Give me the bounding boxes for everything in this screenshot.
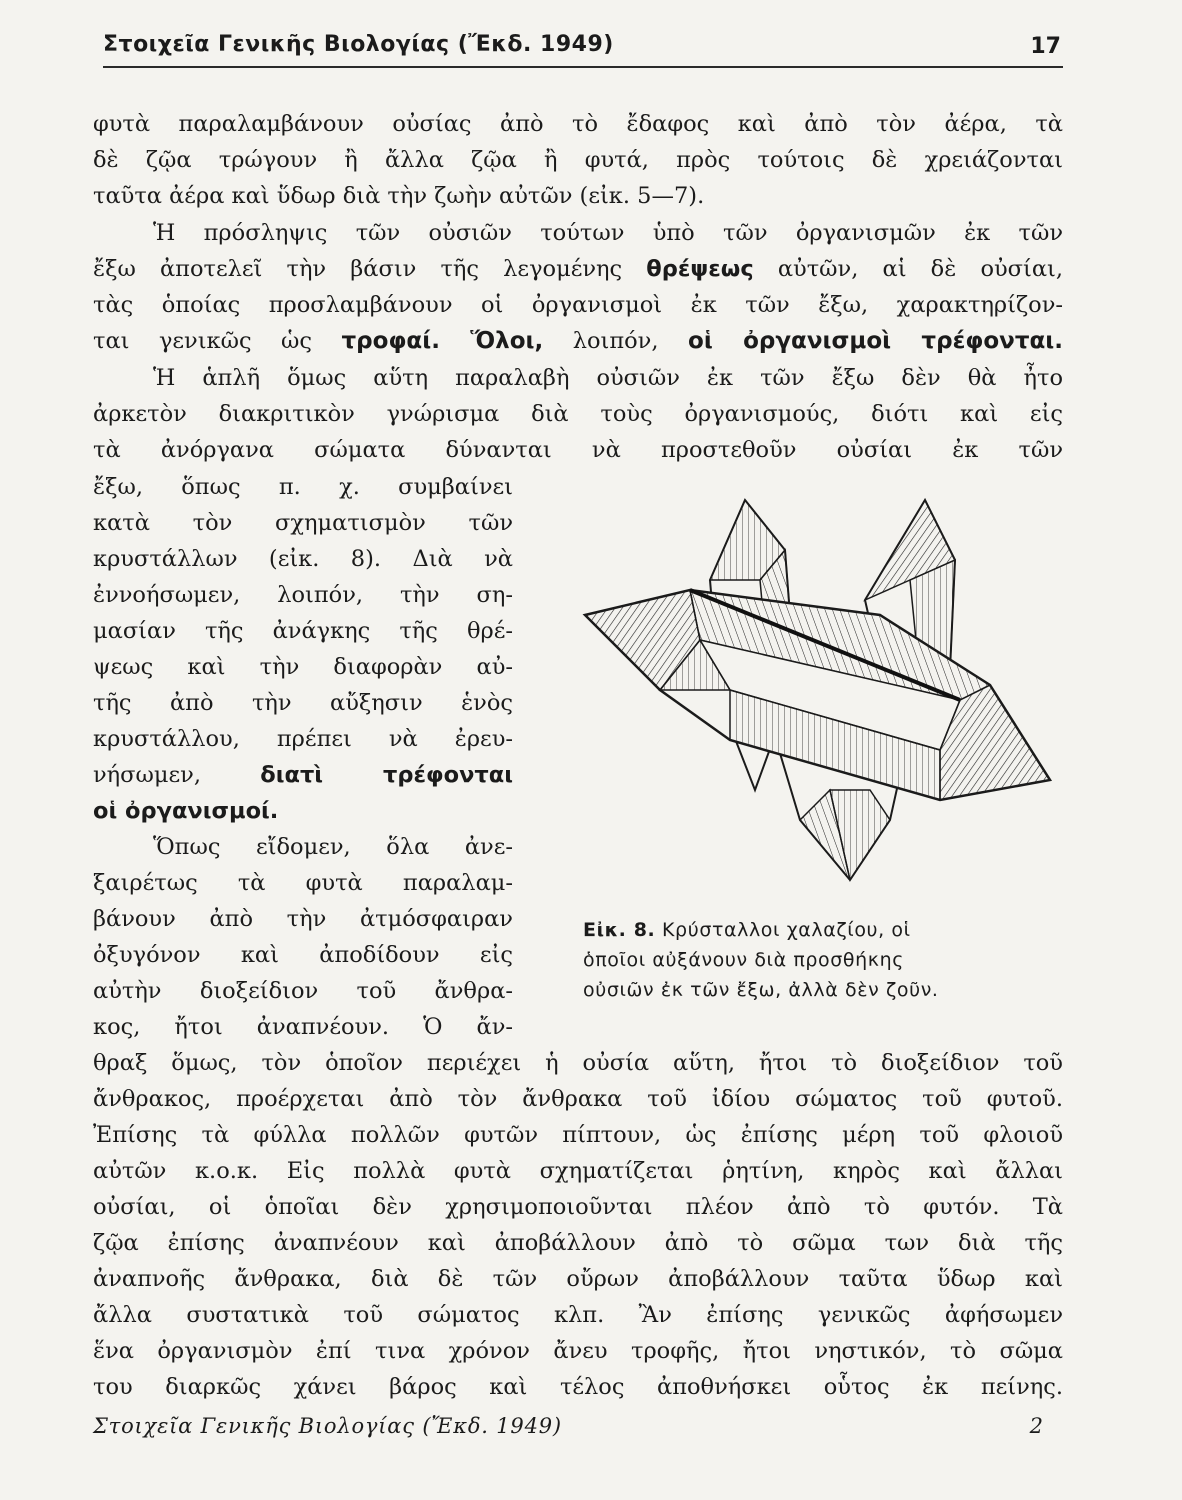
text-line: δὲ ζῷα τρώγουν ἢ ἄλλα ζῷα ἢ φυτά, πρὸς τούτοις δὲ χρειάζονται — [93, 147, 1063, 173]
caption-line: ὁποῖοι αὐξάνουν διὰ προσθήκης — [583, 949, 904, 971]
figure-label: Εἰκ. 8. — [583, 919, 656, 941]
text-line: ὀξυγόνον καὶ ἀποδίδουν εἰς — [93, 942, 513, 968]
page-number: 17 — [1030, 34, 1061, 59]
figure-caption — [583, 915, 1043, 1005]
text-line: τῆς ἀπὸ τὴν αὔξησιν ἑνὸς — [93, 690, 513, 716]
running-header — [103, 32, 1063, 68]
text-line: μασίαν τῆς ἀνάγκης τῆς θρέ- — [93, 618, 513, 644]
signature-number: 2 — [1029, 1414, 1043, 1438]
text-line: φυτὰ παραλαμβάνουν οὐσίας ἀπὸ τὸ ἔδαφος καὶ ἀπὸ τὸν ἀέρα, τὰ — [93, 111, 1063, 137]
bold-term-oi-organismoi: οἱ ὀργανισμοί. — [93, 798, 279, 824]
text-line: θραξ ὅμως, τὸν ὁποῖον περιέχει ἡ οὐσία αὕτη, ἤτοι τὸ διοξείδιον τοῦ — [93, 1050, 1063, 1076]
text-line: ταῦτα ἀέρα καὶ ὕδωρ διὰ τὴν ζωὴν αὐτῶν (εἰκ. 5—7). — [93, 183, 705, 209]
text-line: αὐτὴν διοξείδιον τοῦ ἄνθρα- — [93, 978, 513, 1004]
text-line: Ἡ πρόσληψις τῶν οὐσιῶν τούτων ὑπὸ τῶν ὀργανισμῶν ἐκ τῶν — [153, 220, 1063, 246]
text-line: τὰς ὁποίας προσλαμβάνουν οἱ ὀργανισμοὶ ἐκ τῶν ἔξω, χαρακτηρίζον- — [93, 292, 1063, 318]
text-segment: ἔξω ἀποτελεῖ τὴν βάσιν τῆς λεγομένης — [93, 256, 623, 282]
crystal-drawing — [580, 490, 1060, 910]
text-line: κρυστάλλου, πρέπει νὰ ἐρευ- — [93, 726, 513, 752]
text-segment: λοιπόν, — [572, 328, 659, 354]
text-line: κος, ἤτοι ἀναπνέουν. Ὁ ἄν- — [93, 1014, 513, 1040]
text-line — [93, 793, 513, 829]
quartz-crystal-illustration — [580, 490, 1060, 910]
text-line: ψεως καὶ τὴν διαφορὰν αὐ- — [93, 654, 513, 680]
footer-title: Στοιχεῖα Γενικῆς Βιολογίας (Ἔκδ. 1949) — [93, 1414, 562, 1438]
text-line: ἄνθρακος, προέρχεται ἀπὸ τὸν ἄνθρακα τοῦ ἰδίου σώματος τοῦ φυτοῦ. — [93, 1086, 1063, 1112]
text-line: ἄλλα συστατικὰ τοῦ σώματος κλπ. Ἂν ἐπίσης γενικῶς ἀφήσωμεν — [93, 1302, 1063, 1328]
bold-term-trofai: τροφαί. Ὅλοι, — [341, 328, 544, 354]
text-line: ἀρκετὸν διακριτικὸν γνώρισμα διὰ τοὺς ὀργανισμούς, διότι καὶ εἰς — [93, 401, 1063, 427]
text-line: τὰ ἀνόργανα σώματα δύνανται νὰ προστεθοῦν οὐσίαι ἐκ τῶν — [93, 437, 1063, 463]
caption-line: οὐσιῶν ἐκ τῶν ἔξω, ἀλλὰ δὲν ζοῦν. — [583, 979, 939, 1001]
text-line — [93, 323, 1063, 359]
text-line — [93, 757, 513, 793]
text-line: Ἡ ἁπλῆ ὅμως αὕτη παραλαβὴ οὐσιῶν ἐκ τῶν ἔξω δὲν θὰ ἦτο — [153, 365, 1063, 391]
text-line: ξαιρέτως τὰ φυτὰ παραλαμ- — [93, 870, 513, 896]
text-segment: ται γενικῶς ὡς — [93, 328, 312, 354]
header-title: Στοιχεῖα Γενικῆς Βιολογίας (Ἔκδ. 1949) — [103, 32, 614, 57]
text-line: ἐννοήσωμεν, λοιπόν, τὴν ση- — [93, 582, 513, 608]
caption-text: Κρύσταλλοι χαλαζίου, οἱ — [662, 919, 911, 941]
text-line: βάνουν ἀπὸ τὴν ἀτμόσφαιραν — [93, 906, 513, 932]
text-line: Ὅπως εἴδομεν, ὅλα ἀνε- — [153, 834, 513, 860]
text-line — [93, 251, 1063, 287]
running-footer — [93, 1410, 1053, 1446]
text-line: ἔξω, ὅπως π. χ. συμβαίνει — [93, 474, 513, 500]
text-line: ἀναπνοῆς ἄνθρακα, διὰ δὲ τῶν οὔρων ἀποβάλλουν ταῦτα ὕδωρ καὶ — [93, 1266, 1063, 1292]
text-line: Ἐπίσης τὰ φύλλα πολλῶν φυτῶν πίπτουν, ὡς ἐπίσης μέρη τοῦ φλοιοῦ — [93, 1122, 1063, 1148]
bold-term-diati: διατὶ τρέφονται — [260, 762, 513, 788]
text-line: αὐτῶν κ.ο.κ. Εἰς πολλὰ φυτὰ σχηματίζεται ῥητίνη, κηρὸς καὶ ἄλλαι — [93, 1158, 1063, 1184]
text-line: ζῷα ἐπίσης ἀναπνέουν καὶ ἀποβάλλουν ἀπὸ τὸ σῶμα των διὰ τῆς — [93, 1230, 1063, 1256]
text-segment: αὐτῶν, αἱ δὲ οὐσίαι, — [777, 256, 1064, 282]
text-line: κατὰ τὸν σχηματισμὸν τῶν — [93, 510, 513, 536]
bold-term-organismoi: οἱ ὀργανισμοὶ τρέφονται. — [688, 328, 1064, 354]
text-line: του διαρκῶς χάνει βάρος καὶ τέλος ἀποθνήσκει οὗτος ἐκ πείνης. — [93, 1374, 1063, 1400]
bold-term-threpseos: θρέψεως — [646, 256, 754, 282]
caption-line — [583, 915, 1043, 945]
text-segment: νήσωμεν, — [93, 762, 201, 788]
text-line: ἕνα ὀργανισμὸν ἐπί τινα χρόνον ἄνευ τροφῆς, ἤτοι νηστικόν, τὸ σῶμα — [93, 1338, 1063, 1364]
text-line: κρυστάλλων (εἰκ. 8). Διὰ νὰ — [93, 546, 513, 572]
text-line: οὐσίαι, οἱ ὁποῖαι δὲν χρησιμοποιοῦνται πλέον ἀπὸ τὸ φυτόν. Τὰ — [93, 1194, 1063, 1220]
